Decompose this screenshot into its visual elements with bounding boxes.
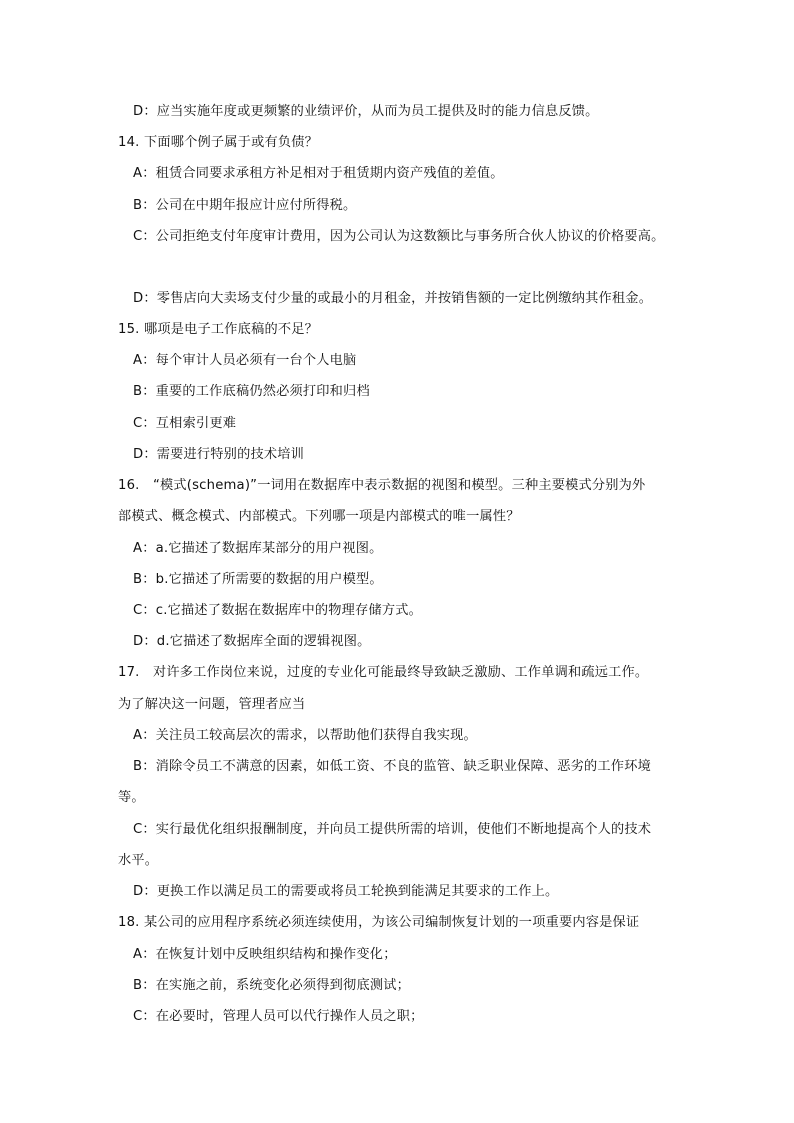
option-14-a: A：租赁合同要求承租方补足相对于租赁期内资产残值的差值。 (133, 166, 504, 181)
option-17-c: C：实行最优化组织报酬制度，并向员工提供所需的培训，使他们不断地提高个人的技术 (133, 822, 652, 837)
option-18-b: B：在实施之前，系统变化必须得到彻底测试； (133, 978, 410, 993)
option-17-b-continued: 等。 (118, 790, 145, 805)
option-15-d: D：需要进行特别的技术培训 (133, 447, 305, 462)
question-18: 18. 某公司的应用程序系统必须连续使用，为该公司编制恢复计划的一项重要内容是保证 (118, 915, 640, 930)
question-17-continued: 为了解决这一问题，管理者应当 (118, 697, 306, 712)
option-15-c: C：互相索引更难 (133, 416, 237, 431)
option-14-b: B：公司在中期年报应计应付所得税。 (133, 198, 357, 213)
option-16-b: B：b.它描述了所需要的数据的用户模型。 (133, 572, 383, 587)
option-13-d: D：应当实施年度或更频繁的业绩评价，从而为员工提供及时的能力信息反馈。 (133, 104, 599, 119)
option-17-d: D：更换工作以满足员工的需要或将员工轮换到能满足其要求的工作上。 (133, 884, 559, 899)
option-18-c: C：在必要时，管理人员可以代行操作人员之职； (133, 1009, 424, 1024)
question-17: 17. 对许多工作岗位来说，过度的专业化可能最终导致缺乏激励、工作单调和疏远工作。 (118, 665, 649, 680)
option-14-d: D：零售店向大卖场支付少量的或最小的月租金，并按销售额的一定比例缴纳其作租金。 (133, 291, 653, 306)
option-14-c: C：公司拒绝支付年度审计费用，因为公司认为这数额比与事务所合伙人协议的价格要高。 (133, 229, 665, 244)
option-16-a: A：a.它描述了数据库某部分的用户视图。 (133, 541, 383, 556)
option-16-d: D：d.它描述了数据库全面的逻辑视图。 (133, 634, 371, 649)
option-15-b: B：重要的工作底稿仍然必须打印和归档 (133, 384, 370, 399)
option-16-c: C：c.它描述了数据在数据库中的物理存储方式。 (133, 603, 422, 618)
option-15-a: A：每个审计人员必须有一台个人电脑 (133, 353, 357, 368)
question-15: 15. 哪项是电子工作底稿的不足？ (118, 322, 319, 337)
option-17-b: B：消除令员工不满意的因素，如低工资、不良的监管、缺乏职业保障、恶劣的工作环境 (133, 759, 651, 774)
question-16-continued: 部模式、概念模式、内部模式。下列哪一项是内部模式的唯一属性？ (118, 509, 520, 524)
option-17-a: A：关注员工较高层次的需求，以帮助他们获得自我实现。 (133, 728, 477, 743)
option-17-c-continued: 水平。 (118, 853, 159, 868)
option-18-a: A：在恢复计划中反映组织结构和操作变化； (133, 947, 397, 962)
question-16: 16. “模式(schema)”一词用在数据库中表示数据的视图和模型。三种主要模式分别为外 (118, 478, 646, 493)
question-14: 14. 下面哪个例子属于或有负债？ (118, 135, 319, 150)
